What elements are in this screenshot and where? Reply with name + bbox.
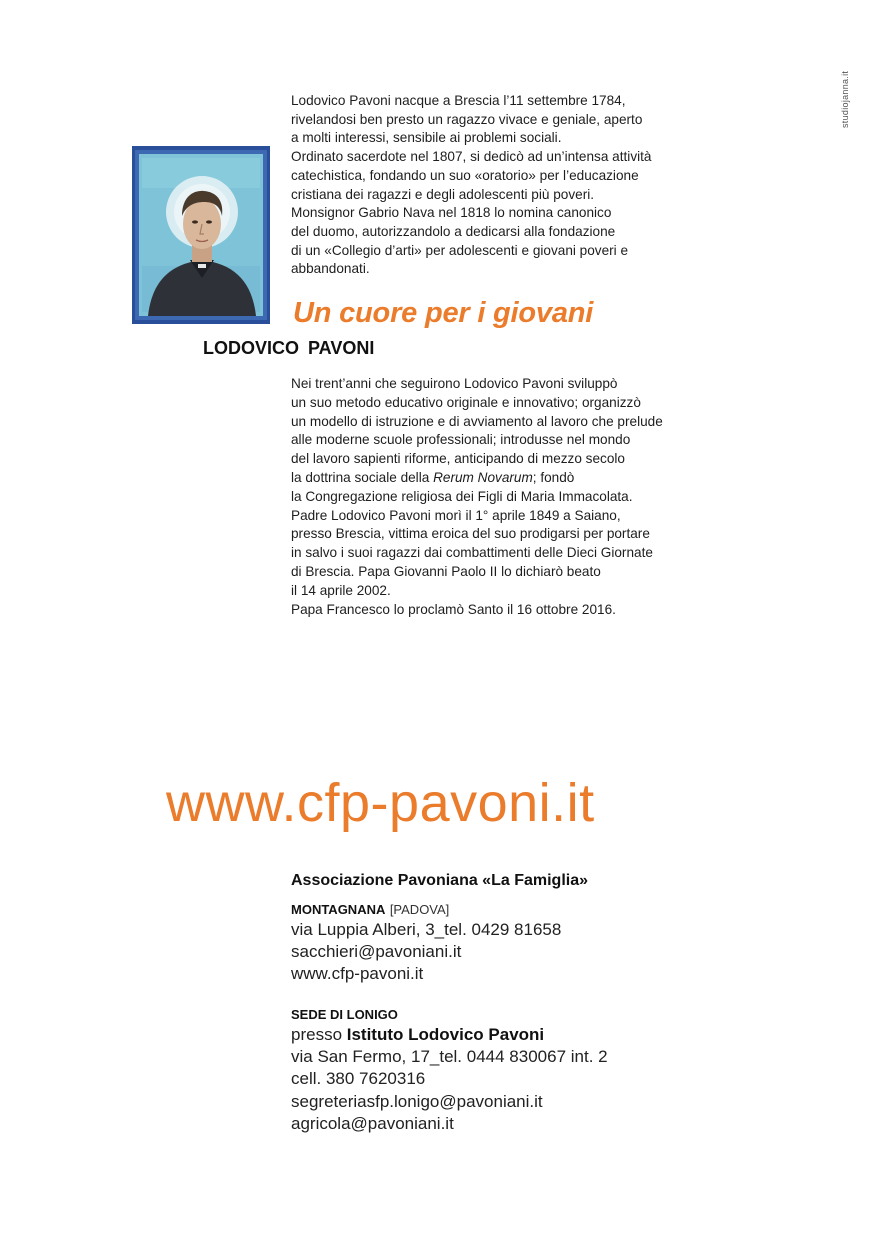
body-line: un modello di istruzione e di avviamento al lavoro che prelude xyxy=(291,413,663,429)
lonigo-contact xyxy=(291,1006,608,1135)
lonigo-institute: Istituto Lodovico Pavoni xyxy=(346,1025,545,1044)
intro-line: catechistica, fondando un suo «oratorio» per l’educazione xyxy=(291,167,639,183)
website-link[interactable]: www.cfp-pavoni.it xyxy=(166,773,595,833)
montagnana-email-link[interactable]: sacchieri@pavoniani.it xyxy=(291,942,462,962)
intro-paragraph xyxy=(291,92,691,279)
body-line-text: la dottrina sociale della xyxy=(291,469,434,485)
montagnana-city: MONTAGNANA xyxy=(291,902,386,917)
page-title: LODOVICO PAVONI xyxy=(203,338,375,358)
body-line: Papa Francesco lo proclamò Santo il 16 ottobre 2016. xyxy=(291,601,616,617)
body-line xyxy=(291,469,711,488)
intro-line: abbandonati. xyxy=(291,261,370,277)
montagnana-website-link[interactable]: www.cfp-pavoni.it xyxy=(291,964,424,984)
association-name: Associazione Pavoniana «La Famiglia» xyxy=(291,872,588,889)
body-line: alle moderne scuole professionali; introdusse nel mondo xyxy=(291,432,631,448)
intro-line: di un «Collegio d’arti» per adolescenti e giovani poveri e xyxy=(291,242,629,258)
montagnana-address: via Luppia Alberi, 3_tel. 0429 81658 xyxy=(291,920,562,939)
body-line: la Congregazione religiosa dei Figli di Maria Immacolata. xyxy=(291,488,633,504)
intro-line: Monsignor Gabrio Nava nel 1818 lo nomina canonico xyxy=(291,205,612,221)
lonigo-heading: SEDE DI LONIGO xyxy=(291,1007,398,1022)
subtitle: Un cuore per i giovani xyxy=(293,297,594,329)
lonigo-institute-line xyxy=(291,1024,608,1046)
lonigo-address: via San Fermo, 17_tel. 0444 830067 int. 2 xyxy=(291,1047,608,1067)
montagnana-region: [PADOVA] xyxy=(389,902,450,917)
body-line-text: ; fondò xyxy=(532,469,575,485)
intro-line: cristiana dei ragazzi e degli adolescenti più poveri. xyxy=(291,186,595,202)
body-line: un suo metodo educativo originale e innovativo; organizzò xyxy=(291,394,641,410)
body-line: Padre Lodovico Pavoni morì il 1° aprile 1849 a Saiano, xyxy=(291,507,621,523)
body-line: di Brescia. Papa Giovanni Paolo II lo dichiarò beato xyxy=(291,563,601,579)
intro-line: Lodovico Pavoni nacque a Brescia l’11 settembre 1784, xyxy=(291,93,626,108)
body-line: del lavoro sapienti riforme, anticipando di mezzo secolo xyxy=(291,451,625,467)
portrait-image xyxy=(132,146,270,324)
lonigo-email-link[interactable]: segreteriasfp.lonigo@pavoniani.it xyxy=(291,1091,543,1111)
intro-line: Ordinato sacerdote nel 1807, si dedicò ad un’intensa attività xyxy=(291,149,652,165)
intro-line: a molti interessi, sensibile ai problemi sociali. xyxy=(291,130,562,146)
lonigo-cell: cell. 380 7620316 xyxy=(291,1069,426,1089)
lonigo-agricola-email-link[interactable]: agricola@pavoniani.it xyxy=(291,1113,454,1133)
body-line: presso Brescia, vittima eroica del suo prodigarsi per portare xyxy=(291,526,650,542)
body-line: Nei trent’anni che seguirono Lodovico Pavoni sviluppò xyxy=(291,376,618,391)
body-line: in salvo i suoi ragazzi dai combattimenti delle Dieci Giornate xyxy=(291,545,653,561)
lonigo-presso: presso xyxy=(291,1025,347,1044)
intro-line: del duomo, autorizzandolo a dedicarsi alla fondazione xyxy=(291,223,616,239)
portrait-illustration xyxy=(132,146,270,324)
biography-paragraph xyxy=(291,375,711,619)
body-line: il 14 aprile 2002. xyxy=(291,582,391,598)
designer-credit: studiojanna.it xyxy=(840,70,850,128)
intro-line: rivelandosi ben presto un ragazzo vivace e geniale, aperto xyxy=(291,111,643,127)
collar xyxy=(198,264,206,268)
encyclical-title: Rerum Novarum xyxy=(433,469,533,485)
montagnana-contact xyxy=(291,901,561,986)
